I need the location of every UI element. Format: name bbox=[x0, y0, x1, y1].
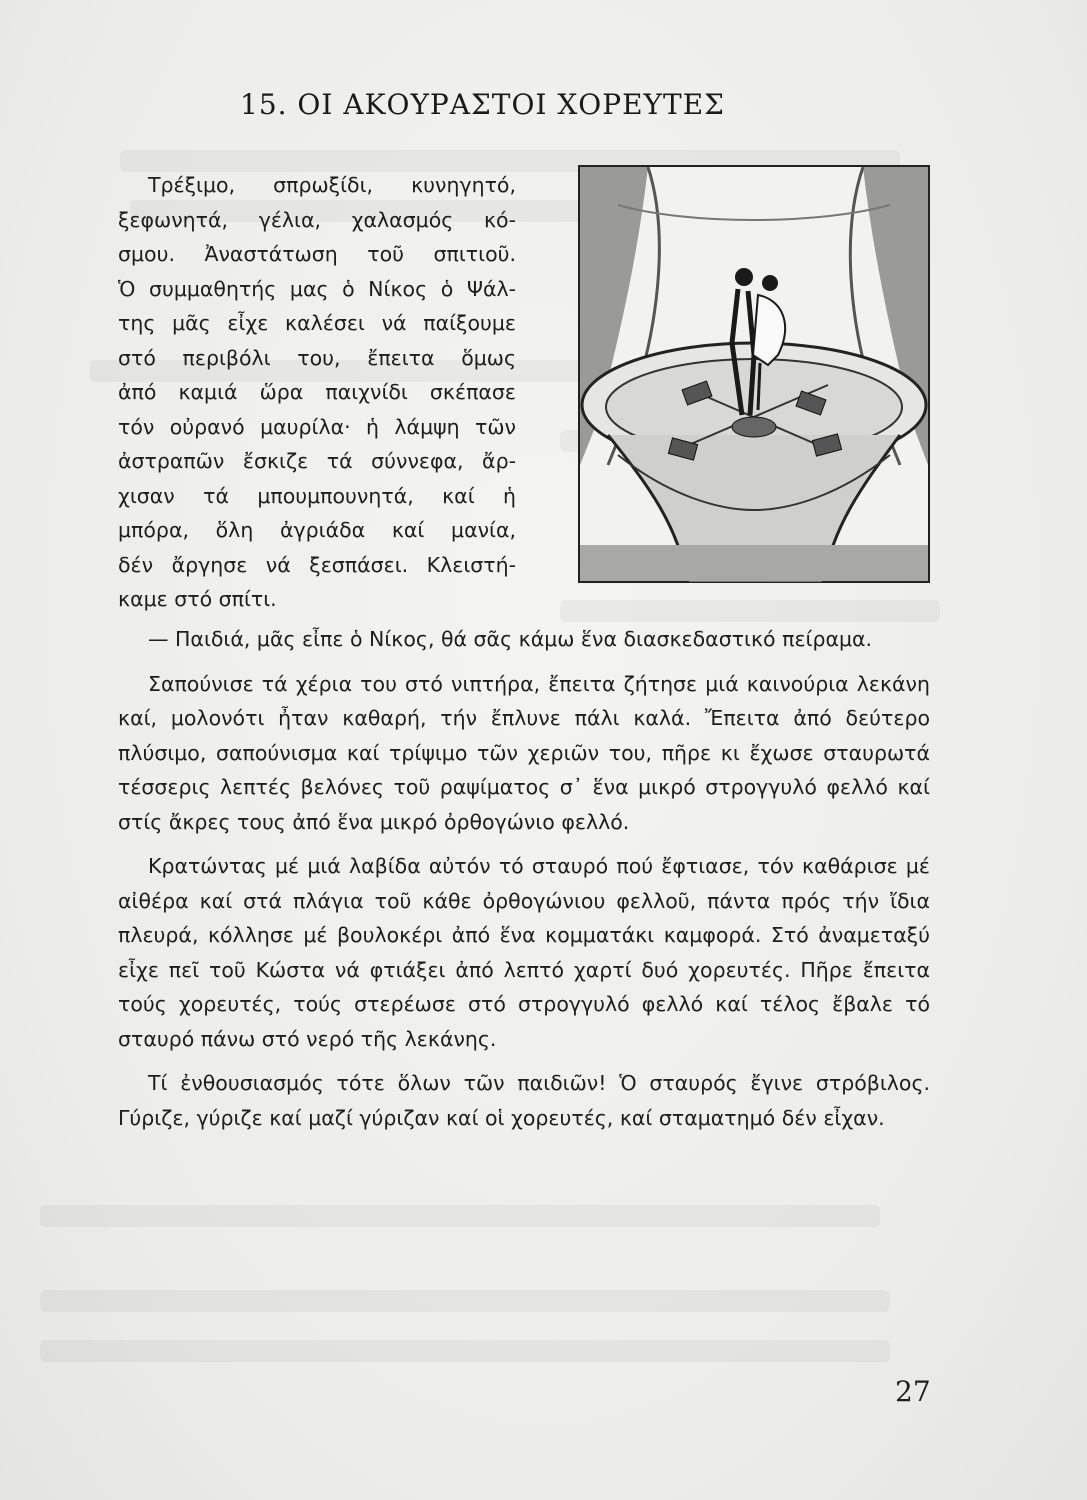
paragraph: Κρατώντας μέ μιά λαβίδα αὐτόν τό σταυρό πού ἔφτιασε, τόν καθάρισε μέ αἰθέρα καί στά πλάγια τοῦ κάθε ὀρθογώνιου φελλοῦ, πάντα πρός τήν ἴδια πλευρά, κόλλησε μέ βουλοκέρι ἀπό ἕνα κομματάκι καμφορά. Στό ἀναμεταξύ εἶχε πεῖ τοῦ Κώστα νά φτιάξει ἀπό λεπτό χαρτί δυό χορευτές. Πῆρε ἔπειτα τούς χορευτές, τούς στερέωσε στό στρογγυλό φελλό καί τέλος ἔβαλε τό σταυρό πάνω στό νερό τῆς λεκάνης. bbox=[118, 854, 930, 1051]
intro-line: Ὁ συμμαθητής μας ὁ Νίκος ὁ Ψάλ- bbox=[118, 276, 516, 301]
chapter-title: 15. ΟΙ ΑΚΟΥΡΑΣΤΟΙ ΧΟΡΕΥΤΕΣ bbox=[240, 88, 725, 121]
intro-line: τόν οὐρανό μαυρίλα· ἡ λάμψη τῶν bbox=[118, 414, 516, 439]
intro-line: καμε στό σπίτι. bbox=[118, 587, 277, 611]
dancers-on-basin-illustration bbox=[578, 165, 930, 583]
intro-line: χισαν τά μπουμπουνητά, καί ἡ bbox=[118, 483, 516, 508]
intro-line: ξεφωνητά, γέλια, χαλασμός κό- bbox=[118, 207, 516, 232]
intro-line: σμου. Ἀναστάτωση τοῦ σπιτιοῦ. bbox=[118, 242, 516, 266]
intro-line: δέν ἄργησε νά ξεσπάσει. Κλειστή- bbox=[118, 552, 516, 577]
intro-line: της μᾶς εἶχε καλέσει νά παίξουμε bbox=[118, 311, 516, 335]
intro-line: μπόρα, ὅλη ἀγριάδα καί μανία, bbox=[118, 518, 516, 542]
intro-line: ἀπό καμιά ὥρα παιχνίδι σκέπασε bbox=[118, 380, 516, 404]
intro-line: στό περιβόλι του, ἔπειτα ὅμως bbox=[118, 345, 516, 370]
story-body bbox=[118, 622, 930, 1139]
paragraph: Τί ἐνθουσιασμός τότε ὅλων τῶν παιδιῶν! Ὁ σταυρός ἔγινε στρόβιλος. Γύριζε, γύριζε καί μαζί γύριζαν καί οἱ χορευτές, καί σταματημό δέν εἶχαν. bbox=[118, 1071, 930, 1130]
page-number: 27 bbox=[895, 1375, 931, 1408]
paragraph: — Παιδιά, μᾶς εἶπε ὁ Νίκος, θά σᾶς κάμω ἕνα διασκεδαστικό πείραμα. bbox=[148, 627, 873, 651]
intro-line: ἀστραπῶν ἔσκιζε τά σύννεφα, ἄρ- bbox=[118, 449, 516, 473]
intro-column bbox=[118, 168, 516, 617]
intro-line: Τρέξιμο, σπρωξίδι, κυνηγητό, bbox=[148, 173, 516, 197]
paragraph: Σαπούνισε τά χέρια του στό νιπτήρα, ἔπειτα ζήτησε μιά καινούρια λεκάνη καί, μολονότι ἦταν καθαρή, τήν ἔπλυνε πάλι καλά. Ἔπειτα ἀπό δεύτερο πλύσιμο, σαπούνισμα καί τρίψιμο τῶν χεριῶν του, πῆρε κι ἔχωσε σταυρωτά τέσσερις λεπτές βελόνες τοῦ ραψίματος σ᾽ ἕνα μικρό στρογγυλό φελλό καί στίς ἄκρες τους ἀπό ἕνα μικρό ὀρθογώνιο φελλό. bbox=[118, 671, 930, 834]
